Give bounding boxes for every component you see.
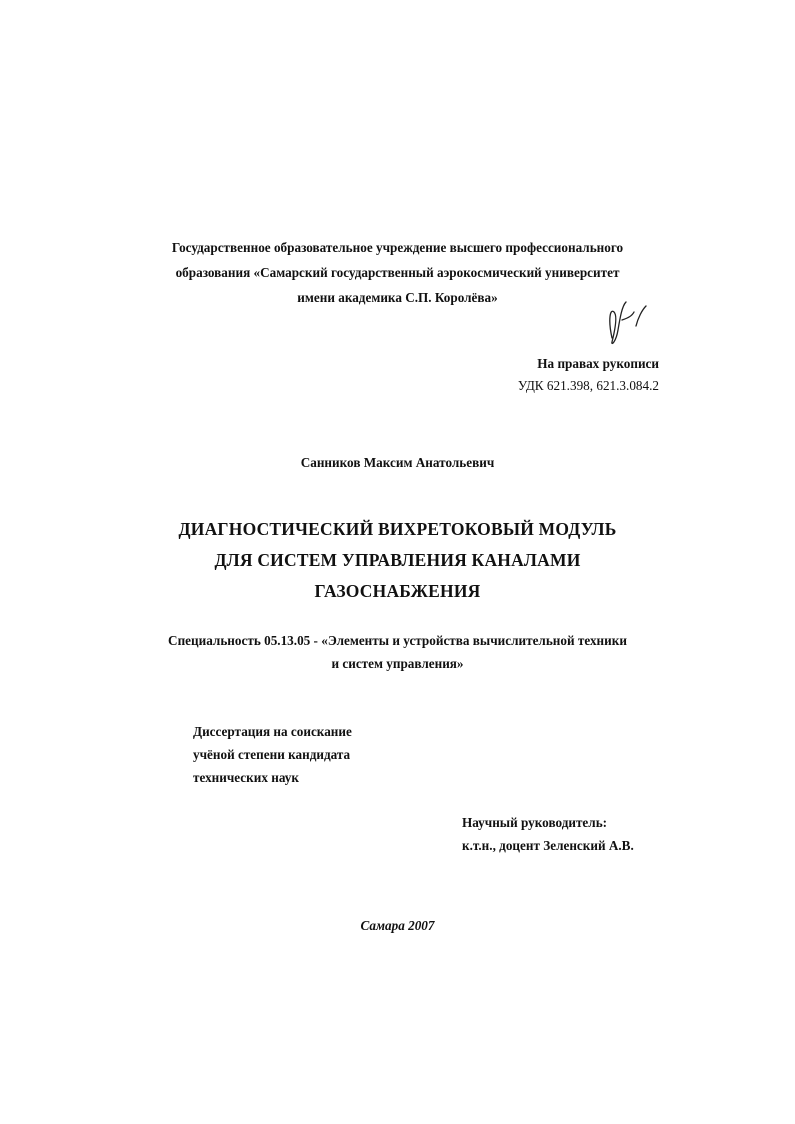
place-year: Самара 2007: [360, 918, 435, 933]
institution-line-1: Государственное образовательное учреждение высшего профессионального: [171, 240, 624, 255]
udk-code: УДК 621.398, 621.3.084.2: [517, 378, 659, 393]
handwritten-signature: [598, 290, 658, 350]
title-line-3: ГАЗОСНАБЖЕНИЯ: [314, 581, 481, 601]
author-name: Санников Максим Анатольевич: [300, 455, 495, 470]
dissertation-line-2: учёной степени кандидата: [193, 747, 351, 762]
dissertation-line-1: Диссертация на соискание: [193, 724, 352, 739]
rights-label: На правах рукописи: [537, 356, 659, 371]
specialty-line-1: Специальность 05.13.05 - «Элементы и устройства вычислительной техники: [168, 633, 627, 648]
dissertation-line-3: технических наук: [193, 770, 299, 785]
supervisor-name: к.т.н., доцент Зеленский А.В.: [462, 838, 634, 853]
institution-line-3: имени академика С.П. Королёва»: [297, 290, 498, 305]
institution-line-2: образования «Самарский государственный аэрокосмический университет: [175, 265, 620, 280]
title-line-1: ДИАГНОСТИЧЕСКИЙ ВИХРЕТОКОВЫЙ МОДУЛЬ: [178, 519, 617, 539]
specialty-line-2: и систем управления»: [331, 656, 464, 671]
supervisor-label: Научный руководитель:: [462, 815, 608, 830]
title-line-2: ДЛЯ СИСТЕМ УПРАВЛЕНИЯ КАНАЛАМИ: [214, 550, 581, 570]
